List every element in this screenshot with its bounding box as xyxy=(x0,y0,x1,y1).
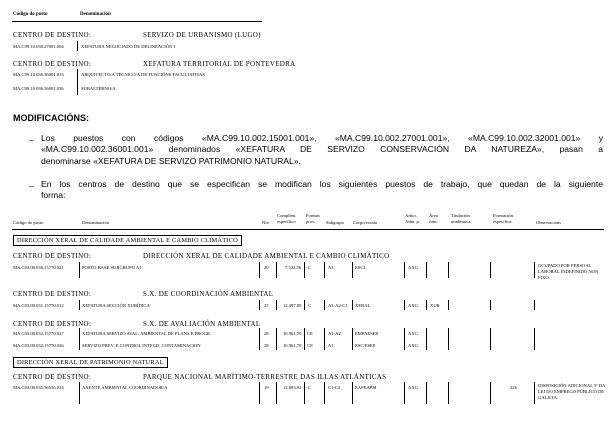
column-rule xyxy=(259,328,260,350)
column-rule xyxy=(259,262,260,278)
header-complem: Complem. específico xyxy=(277,213,297,224)
column-rule xyxy=(259,382,260,404)
column-rule xyxy=(304,262,305,278)
column-rule xyxy=(404,328,405,350)
column-rule xyxy=(490,262,491,278)
centro-label: CENTRO DE DESTINO: xyxy=(13,31,92,39)
paragraph-line: denominarse «XEFATURA DE SERVIZO PATRIMONIO NATURAL». xyxy=(41,155,301,166)
paragraph-line: En los centros de destino que se especifican se modifican los siguientes puestos de trabajo, que quedan de la siguiente xyxy=(41,179,603,189)
header-adscr: Adscr. Adm. p. xyxy=(405,213,420,224)
column-rule xyxy=(276,382,277,404)
cell-codigo: MA.C03.00.030.15770.021 xyxy=(13,265,64,270)
cell-nivel: 28 xyxy=(264,343,269,348)
column-rule xyxy=(534,328,535,350)
cell-formacion: 526 xyxy=(510,385,517,390)
cell-nivel: 28 xyxy=(264,331,269,336)
centro-label: CENTRO DE DESTINO: xyxy=(13,373,92,381)
column-rule xyxy=(79,262,80,278)
column-rule xyxy=(426,382,427,404)
cell-adscr: AXG xyxy=(408,331,418,336)
cell-subgrupo: A1-A2 xyxy=(328,331,341,336)
column-rule xyxy=(426,300,427,310)
column-rule xyxy=(352,300,353,310)
column-rule xyxy=(404,300,405,310)
cell-corpo: XERAL xyxy=(355,303,371,308)
header-observacions: Observacións xyxy=(536,220,562,225)
cell-nivel: 25 xyxy=(264,303,269,308)
cell-area: XUR xyxy=(430,303,440,308)
column-rule xyxy=(352,382,353,404)
cell-nivel: 19 xyxy=(264,385,269,390)
cell-complem: 7.532,56 xyxy=(285,265,302,270)
cell-denominacion: POSTO BASE SUBGRUPO A1 xyxy=(82,265,142,270)
column-rule xyxy=(448,328,449,350)
cell-denominacion: XEFATURA SERVIZO AVAL. AMBIENTAL DE PLANS E PROGR. xyxy=(82,331,212,336)
row-codigo: MA.C99.10.030.27001.004 xyxy=(13,44,64,49)
cell-formas: C xyxy=(308,385,312,390)
header-subgrupo: Subgrupo xyxy=(326,220,344,225)
cell-complem: 12.497,80 xyxy=(283,303,302,308)
row-denominacion: XEFATURA NEGOCIADO DE DELINEACIÓN I xyxy=(81,44,176,49)
cell-adscr: AXG xyxy=(408,343,418,348)
column-rule xyxy=(276,300,277,310)
centro-label: CENTRO DE DESTINO: xyxy=(13,320,92,328)
centro-name: SERVIZO DE URBANISMO (LUGO) xyxy=(143,31,261,39)
cell-codigo: MA.C03.00.032.15770.026 xyxy=(13,343,64,348)
column-rule xyxy=(448,382,449,404)
cell-corpo: ESC1 xyxy=(355,265,366,270)
column-rule xyxy=(324,328,325,350)
column-rule xyxy=(276,328,277,350)
column-rule xyxy=(426,262,427,278)
header-codigo: Código do posto xyxy=(13,12,48,17)
column-rule xyxy=(79,382,80,404)
header-formacion: Formación específica xyxy=(493,213,513,224)
centro-name: S.X. DE COORDINACIÓN AMBIENTAL xyxy=(143,290,274,298)
header-titulacion: Titulación académica xyxy=(451,213,471,224)
centro-label: CENTRO DE DESTINO: xyxy=(13,252,92,260)
column-rule xyxy=(534,262,535,278)
paragraph-line: Los puestos con códigos «MA.C99.10.002.15001.001», «MA.C99.10.002.27001.001», «MA.C99.10.002.32001.001» y xyxy=(41,133,603,143)
column-rule xyxy=(304,300,305,310)
centro-name: PARQUE NACIONAL MARÍTIMO-TERRESTRE DAS ILLAS ATLÁNTICAS xyxy=(143,373,387,381)
header-codigo: Código do posto xyxy=(13,220,44,225)
cell-denominacion: AXENTE AMBIENTAL COORDINADOR/A xyxy=(82,385,168,390)
cell-codigo: MA.C03.00.035.36536.024 xyxy=(13,385,64,390)
column-rule xyxy=(534,382,535,404)
column-rule xyxy=(404,262,405,278)
header-area: Área func. xyxy=(429,213,439,224)
header-denominacion: Denominación xyxy=(82,220,110,225)
column-rule xyxy=(448,262,449,278)
header-formas: Formas prov. xyxy=(306,213,320,224)
column-rule xyxy=(490,328,491,350)
bullet-dash: – xyxy=(29,135,34,145)
column-rule xyxy=(324,300,325,310)
cell-adscr: AXG xyxy=(408,265,418,270)
paragraph-line: forma: xyxy=(41,190,66,201)
column-rule xyxy=(276,262,277,278)
header-denominacion: Denominación xyxy=(80,12,111,17)
cell-denominacion: SERVIZO PREV. E CONTROL INTEGD. CONTAMINACION xyxy=(82,343,201,348)
cell-codigo: MA.C03.00.032.15770.027 xyxy=(13,331,64,336)
cell-observacions: OCUPADO POR PERSOAL LABORAL INDEFINIDO NON FIXO. xyxy=(538,263,599,280)
centro-name: XEFATURA TERRITORIAL DE PONTEVEDRA xyxy=(143,60,296,68)
cell-formas: C xyxy=(308,303,312,308)
column-rule xyxy=(534,300,535,310)
header-rule xyxy=(12,21,262,22)
header-corpo: Corpo/escala xyxy=(353,220,377,225)
column-rule xyxy=(259,300,260,310)
centro-label: CENTRO DE DESTINO: xyxy=(13,290,92,298)
column-rule xyxy=(352,262,353,278)
column-rule xyxy=(304,328,305,350)
cell-subgrupo: A1 xyxy=(328,265,334,270)
row-divider xyxy=(77,41,78,51)
cell-subgrupo: A1-A2-C1 xyxy=(328,303,348,308)
direccion-box: DIRECCIÓN XERAL DE CALIDADE AMBIENTAL E CAMBIO CLIMÁTICO xyxy=(13,235,242,246)
column-rule xyxy=(324,262,325,278)
cell-complem: 12.883,92 xyxy=(283,385,302,390)
column-rule xyxy=(448,300,449,310)
cell-complem: 16.961,70 xyxy=(283,331,302,336)
direccion-box: DIRECCIÓN XERAL DE PATRIMONIO NATURAL xyxy=(13,357,168,368)
cell-corpo: EAFEAPM xyxy=(355,385,377,390)
centro-name: DIRECCIÓN XERAL DE CALIDADE AMBIENTAL E CAMBIO CLIMÁTICO xyxy=(143,252,390,260)
header-rule xyxy=(12,229,604,230)
cell-complem: 16.961,70 xyxy=(283,343,302,348)
bullet-paragraph-1 xyxy=(41,133,603,167)
paragraph-line: «MA.C99.10.002.36001.001» denominados «XEFATURA DE SERVIZO CONSERVACIÓN DA NATUREZA», pasan a xyxy=(41,144,603,155)
column-rule xyxy=(324,382,325,404)
row-denominacion: ARQUITECTO/A TÉCNICO/A DE FUNCIÓNS FACULTATIVAS xyxy=(81,72,205,77)
cell-denominacion: XEFATURA SECCIÓN XURÍDICA xyxy=(82,303,150,308)
row-denominacion: SUBALTERNO/A xyxy=(81,86,116,91)
centro-name: S.X. DE AVALIACIÓN AMBIENTAL xyxy=(143,320,261,328)
column-rule xyxy=(490,300,491,310)
column-rule xyxy=(304,382,305,404)
column-rule xyxy=(79,300,80,310)
cell-formas: CE xyxy=(307,331,313,336)
row-codigo: MA.C99.10.036.36001.036 xyxy=(13,86,64,91)
row-divider xyxy=(77,69,78,95)
cell-subgrupo: C1-C2 xyxy=(328,385,341,390)
column-rule xyxy=(352,328,353,350)
column-rule xyxy=(404,382,405,404)
header-nivel: Nív. xyxy=(262,220,270,225)
cell-codigo: MA.C03.00.031.15770.012 xyxy=(13,303,64,308)
cell-adscr: AXG xyxy=(408,303,418,308)
cell-formas: CE xyxy=(307,343,313,348)
column-rule xyxy=(490,382,491,404)
section-title: MODIFICACIÓNS: xyxy=(13,113,89,123)
bullet-dash: – xyxy=(29,181,34,191)
bullet-paragraph-2 xyxy=(41,179,603,202)
cell-corpo: EMFAESE8 xyxy=(355,331,378,336)
cell-formas: C xyxy=(308,265,312,270)
row-codigo: MA.C99.10.036.36001.013 xyxy=(13,72,64,77)
centro-label: CENTRO DE DESTINO: xyxy=(13,60,92,68)
cell-adscr: AXG xyxy=(408,385,418,390)
cell-subgrupo: A1 xyxy=(328,343,334,348)
column-rule xyxy=(426,328,427,350)
cell-nivel: 20 xyxy=(264,265,269,270)
cell-corpo: ESC/ESE8 xyxy=(355,343,376,348)
cell-observacions: DISPOSICIÓN ADICIONAL 5ª DA LEI DO EMPREGO PÚBLICO DE GALICIA. xyxy=(538,383,606,400)
column-rule xyxy=(79,328,80,350)
